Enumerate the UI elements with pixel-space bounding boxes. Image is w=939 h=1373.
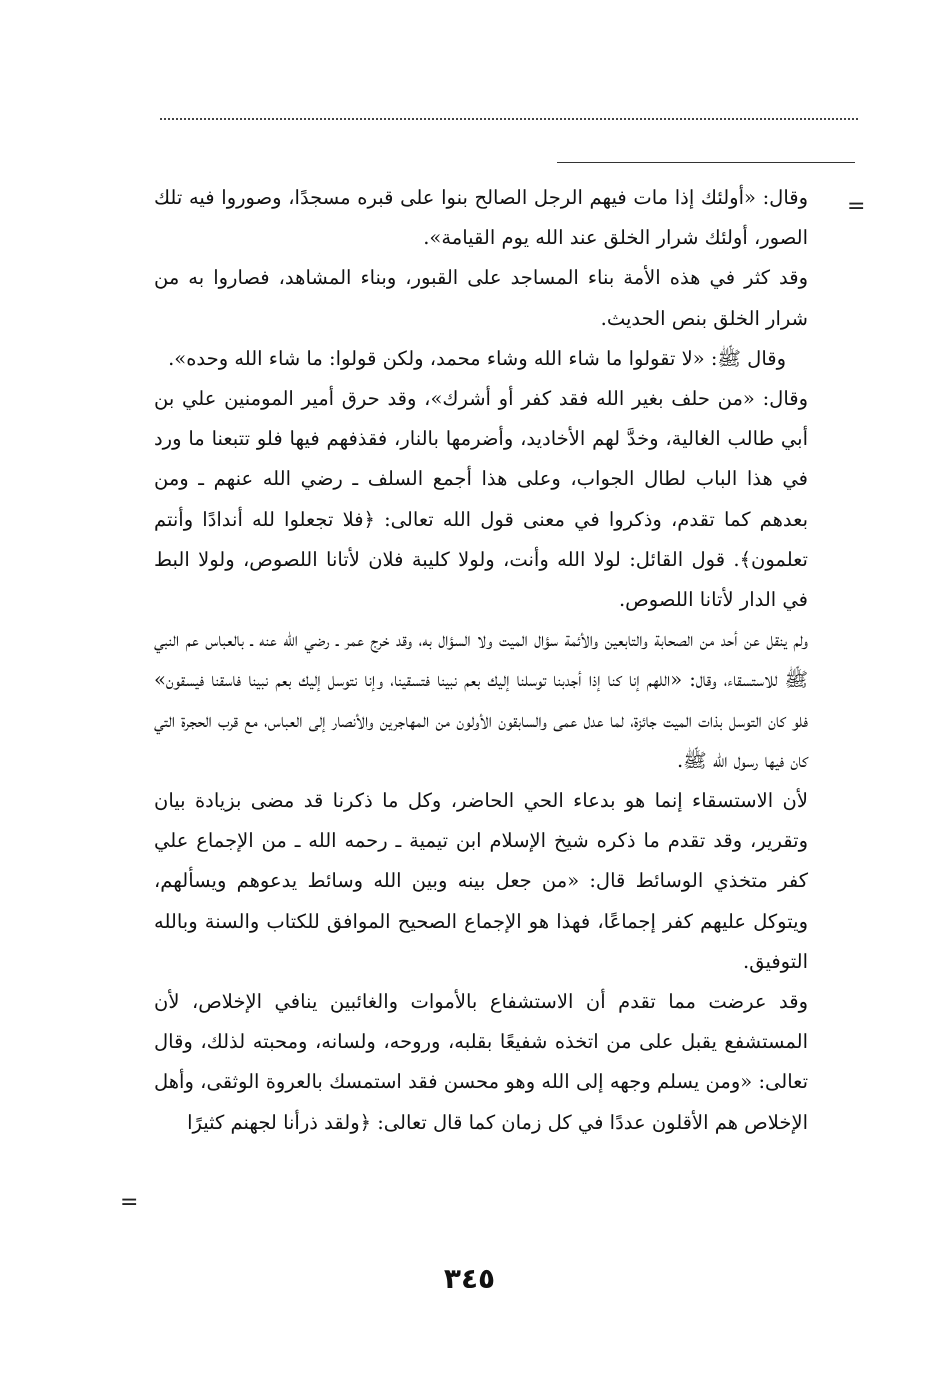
paragraph-6: لأن الاستسقاء إنما هو بدعاء الحي الحاضر، وكل ما ذكرنا قد مضى بزيادة بيان وتقرير، وقد تقدم ما ذكره شيخ الإسلام ابن تيمية ـ رحمه الله ـ من الإجماع علي كفر متخذي الوسائط قال: «من جعل بينه وبين الله وسائط يدعوهم ويسألهم، ويتوكل عليهم كفر إجماعًا، فهذا هو الإجماع الصحيح الموافق للكتاب والسنة وبالله التوفيق. [154,789,808,973]
body-text [154,178,808,1143]
paragraph-7: وقد عرضت مما تقدم أن الاستشفاع بالأموات والغائبين ينافي الإخلاص، لأن المستشفع يقبل على من اتخذه شفيعًا بقلبه، وروحه، ولسانه، ومحبته لذلك، وقال تعالى: «ومن يسلم وجهه إلى الله وهو محسن فقد استمسك بالعروة الوثقى، وأهل الإخلاص هم الأقلون عددًا في كل زمان كما قال تعالى: ﴿ولقد ذرأنا لجهنم كثيرًا [154,990,808,1134]
footnote-separator-rule [557,162,855,163]
header-dotted-rule [160,118,858,120]
continuation-mark-bottom: = [120,1190,139,1215]
page-number: ٣٤٥ [443,1262,496,1295]
paragraph-2: وقد كثر في هذه الأمة بناء المساجد على القبور، وبناء المشاهد، فصاروا به من شرار الخلق بنص الحديث. [154,266,808,330]
continuation-mark-top: = [847,194,866,219]
paragraph-1: وقال: «أولئك إذا مات فيهم الرجل الصالح بنوا على قبره مسجدًا، وصوروا فيه تلك الصور، أولئك شرار الخلق عند الله يوم القيامة». [154,186,808,250]
paragraph-3: وقال ﷺ: «لا تقولوا ما شاء الله وشاء محمد، ولكن قولوا: ما شاء الله وحده». [168,346,786,370]
paragraph-4: وقال: «من حلف بغير الله فقد كفر أو أشرك»، وقد حرق أمير المومنين علي بن أبي طالب الغالية، وخدَّ لهم الأخاديد، وأضرمها بالنار، فقذفهم فيها فلو تتبعنا ما ورد في هذا الباب لطال الجواب، وعلى هذا أجمع السلف ـ رضي الله عنهم ـ ومن بعدهم كما تقدم، وذكروا في معنى قول الله تعالى: ﴿فلا تجعلوا لله أندادًا وأنتم تعلمون﴾. قول القائل: لولا الله وأنت، ولولا كليبة فلان لأتانا اللصوص، ولولا البط في الدار لأتانا اللصوص. [154,387,808,612]
paragraph-5: ولم ينقل عن أحد من الصحابة والتابعين والأئمة سؤال الميت ولا السؤال به، وقد خرج عمر ـ رضي الله عنه ـ بالعباس عم النبي ﷺ للاستسقاء، وقال: «اللهم إنا كنا إذا أجدبنا توسلنا إليك بعم نبينا فتسقينا، وإنا نتوسل إليك بعم نبينا فاسقنا فيسقون» فلو كان التوسل بذات الميت جائزة، لما عدل عمى والسابقون الأولون من المهاجرين والأنصار إلى العباس، مع قرب الحجرة التي كان فيها رسول الله ﷺ. [154,628,808,772]
